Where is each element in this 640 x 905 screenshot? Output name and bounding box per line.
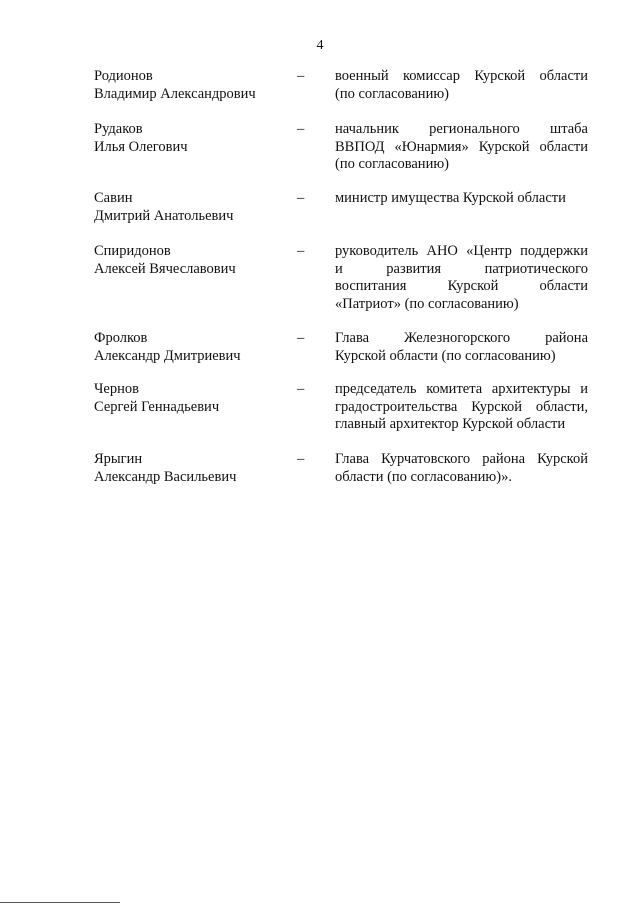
position-line: градостроительства Курской области, xyxy=(335,398,588,415)
position-line: министр имущества Курской области xyxy=(335,190,566,206)
member-given-names: Александр Дмитриевич xyxy=(94,347,241,364)
position-line: ВВПОД «Юнармия» Курской области xyxy=(335,138,588,155)
member-given-names: Илья Олегович xyxy=(94,138,188,155)
member-name xyxy=(94,243,284,278)
member-position xyxy=(335,190,588,208)
position-line: военный комиссар Курской области xyxy=(335,68,588,84)
member-position xyxy=(335,381,588,434)
member-position xyxy=(335,68,588,103)
member-name xyxy=(94,121,284,156)
separator-dash: – xyxy=(297,330,305,346)
member-name xyxy=(94,451,284,486)
position-line: начальник регионального штаба xyxy=(335,121,588,137)
position-line: области (по согласованию)». xyxy=(335,468,512,485)
position-line: воспитания Курской области xyxy=(335,278,588,294)
member-given-names: Александр Васильевич xyxy=(94,468,237,485)
position-line: главный архитектор Курской области xyxy=(335,416,566,432)
member-surname: Чернов xyxy=(94,381,139,397)
member-given-names: Дмитрий Анатольевич xyxy=(94,207,234,224)
member-surname: Фролков xyxy=(94,330,148,346)
position-line: председатель комитета архитектуры и xyxy=(335,381,588,397)
separator-dash: – xyxy=(297,68,305,84)
member-name xyxy=(94,190,284,225)
member-given-names: Алексей Вячеславович xyxy=(94,260,236,277)
separator-dash: – xyxy=(297,381,305,397)
page-number: 4 xyxy=(316,38,324,53)
separator-dash: – xyxy=(297,190,305,206)
member-name xyxy=(94,68,284,103)
member-surname: Родионов xyxy=(94,68,153,84)
position-line: (по согласованию) xyxy=(335,156,449,172)
member-given-names: Сергей Геннадьевич xyxy=(94,398,220,415)
separator-dash: – xyxy=(297,243,305,259)
position-line: Глава Железногорского района xyxy=(335,330,588,346)
member-position xyxy=(335,243,588,313)
member-surname: Ярыгин xyxy=(94,451,143,467)
separator-dash: – xyxy=(297,451,305,467)
scan-edge-line xyxy=(0,902,120,903)
member-surname: Спиридонов xyxy=(94,243,171,259)
position-line: Курской области (по согласованию) xyxy=(335,347,556,364)
member-surname: Савин xyxy=(94,190,133,206)
separator-dash: – xyxy=(297,121,305,137)
member-position xyxy=(335,121,588,174)
member-name xyxy=(94,381,284,416)
position-line: руководитель АНО «Центр поддержки xyxy=(335,243,588,259)
member-position xyxy=(335,451,588,486)
position-line: и развития патриотического xyxy=(335,260,588,277)
member-given-names: Владимир Александрович xyxy=(94,85,256,102)
member-position xyxy=(335,330,588,365)
member-surname: Рудаков xyxy=(94,121,143,137)
member-name xyxy=(94,330,284,365)
position-line: Глава Курчатовского района Курской xyxy=(335,451,588,467)
position-line: (по согласованию) xyxy=(335,85,449,102)
position-line: «Патриот» (по согласованию) xyxy=(335,295,519,312)
